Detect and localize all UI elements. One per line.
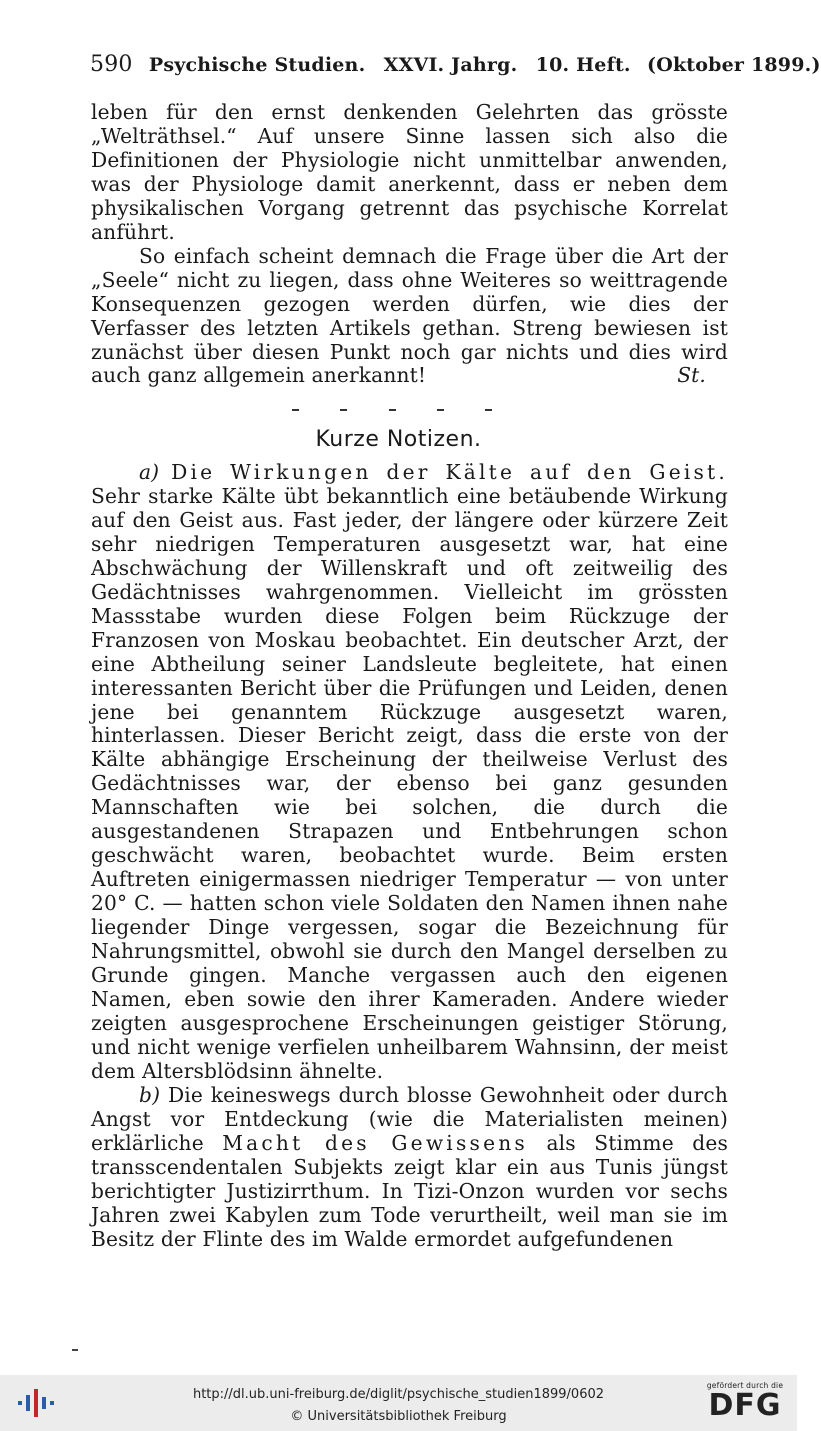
separator-dash [485,409,492,411]
section-separator [292,401,492,415]
note-emphasis: Macht des Gewissens [222,1130,528,1155]
note-b [91,1084,728,1252]
journal-title: Psychische Studien. [148,54,366,76]
paragraph-text: So einfach scheint demnach die Frage über die Art der „Seele“ nicht zu liegen, dass ohne Weiteres so weittragende Konsequenzen gezogen werden dürfen, wie dies der Verfasser des letzten Artikels gethan. Streng bewiesen ist zunächst über diesen Punkt noch gar nichts und dies wird auch ganz allgemein anerkannt! [91,243,728,388]
note-title: Die Wirkungen der Kälte auf den Geist. [171,460,728,484]
volume: XXVI. Jahrg. [383,54,518,76]
viewer-footer [0,1375,797,1431]
note-text: Die keineswegs durch blosse Gewohnheit oder durch Angst vor Entdeckung (wie die Materialisten meinen) erklärliche [91,1082,728,1155]
sponsor-logo [703,1381,787,1422]
paragraph [91,245,728,389]
issue-date: (Oktober 1899.) [647,54,821,76]
separator-dash [389,409,396,411]
article-end [91,101,728,388]
page-number: 590 [90,52,133,77]
copyright-notice: © Universitätsbibliothek Freiburg [290,1409,507,1424]
note-label: b) [139,1082,161,1107]
scan-mark [72,1349,78,1351]
dfg-logo: DFG [708,1388,782,1423]
separator-dash [340,409,347,411]
note-a [91,461,728,1084]
notes-body [91,461,728,1251]
issue: 10. Heft. [535,54,631,76]
section-heading: Kurze Notizen. [315,427,482,452]
note-label: a) [139,460,160,484]
permalink-url[interactable]: http://dl.ub.uni-freiburg.de/diglit/psychische_studien1899/0602 [192,1387,605,1402]
separator-dash [437,409,444,411]
note-text: Sehr starke Kälte übt bekanntlich eine betäubende Wirkung auf den Geist aus. Fast jeder, der längere oder kürzere Zeit sehr niedrigen Temperaturen ausgesetzt war, hat eine Abschwächung der Willenskraft und oft zeitweilig des Gedächtnisses wahrgenommen. Vielleicht im grössten Massstabe wurden diese Folgen beim Rückzuge der Franzosen von Moskau beobachtet. Ein deutscher Arzt, der eine Abtheilung seiner Landsleute begleitete, hat einen interessanten Bericht über die Prüfungen und Leiden, denen jene bei genanntem Rückzuge ausgesetzt waren, hinterlassen. Dieser Bericht zeigt, dass die erste von der Kälte abhängige Erscheinung der theilweise Verlust des Gedächtnisses war, der ebenso bei ganz gesunden Mannschaften wie bei solchen, die durch die ausgestandenen Strapazen und Entbehrungen schon geschwächt waren, beobachtet wurde. Beim ersten Auftreten einigermassen niedriger Temperatur — von unter 20° C. — hatten schon viele Soldaten den Namen ihnen nahe liegender Dinge vergessen, sogar die Bezeichnung für Nahrungsmittel, obwohl sie durch den Mangel derselben zu Grunde gingen. Manche vergassen auch den eigenen Namen, eben sowie den ihrer Kameraden. Andere wieder zeigten ausgesprochene Erscheinungen geistiger Störung, und nicht wenige verfielen unheilbarem Wahnsinn, der meist dem Altersblödsinn ähnelte. [91,483,728,1083]
separator-dash [292,409,299,411]
sponsor-caption: gefördert durch die [706,1381,784,1390]
note-text: als Stimme des transscendentalen Subjekts zeigt klar ein aus Tunis jüngst berichtigter Justizirrthum. In Tizi-Onzon wurden vor sechs Jahren zwei Kabylen zum Tode verurtheilt, weil man sie im Besitz der Flinte des im Walde ermordet aufgefundenen [91,1130,728,1251]
author-signature: St. [677,363,706,388]
paragraph: leben für den ernst denkenden Gelehrten das grösste „Welträthsel.“ Auf unsere Sinne lassen sich also die Definitionen der Physiologie nicht unmittelbar anwenden, was der Physiologe damit anerkennt, dass er neben dem physikalischen Vorgang getrennt das psychische Korrelat anführt. [91,100,728,244]
running-header [90,52,821,77]
